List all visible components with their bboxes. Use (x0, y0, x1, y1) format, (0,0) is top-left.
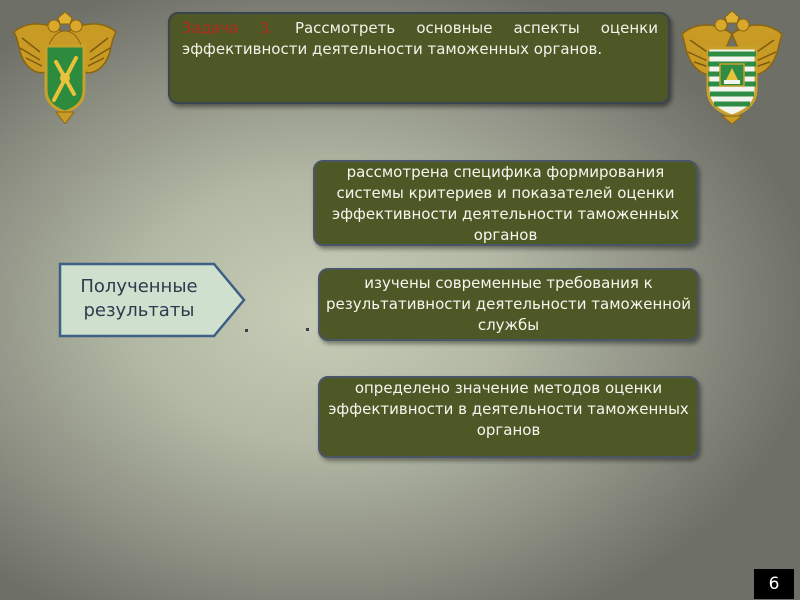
task-text: Рассмотреть основные аспекты оценки эффективности деятельности таможенных органов. (182, 19, 658, 58)
academy-emblem-icon (676, 10, 788, 124)
results-label-text: Полученные результаты (80, 276, 198, 321)
result-item: определено значение методов оценки эффективности в деятельности таможенных органов (318, 376, 699, 458)
result-item: рассмотрена специфика формирования системы критериев и показателей оценки эффективности деятельности таможенных органов (313, 160, 698, 246)
result-item: изучены современные требования к результативности деятельности таможенной службы (318, 268, 699, 341)
page-number: 6 (754, 569, 794, 599)
task-label: Задача 3. (182, 19, 274, 37)
results-label (58, 262, 248, 338)
dot-marker (245, 329, 248, 332)
dot-marker (306, 328, 309, 331)
task-box (168, 12, 670, 104)
customs-emblem-icon (10, 12, 120, 124)
